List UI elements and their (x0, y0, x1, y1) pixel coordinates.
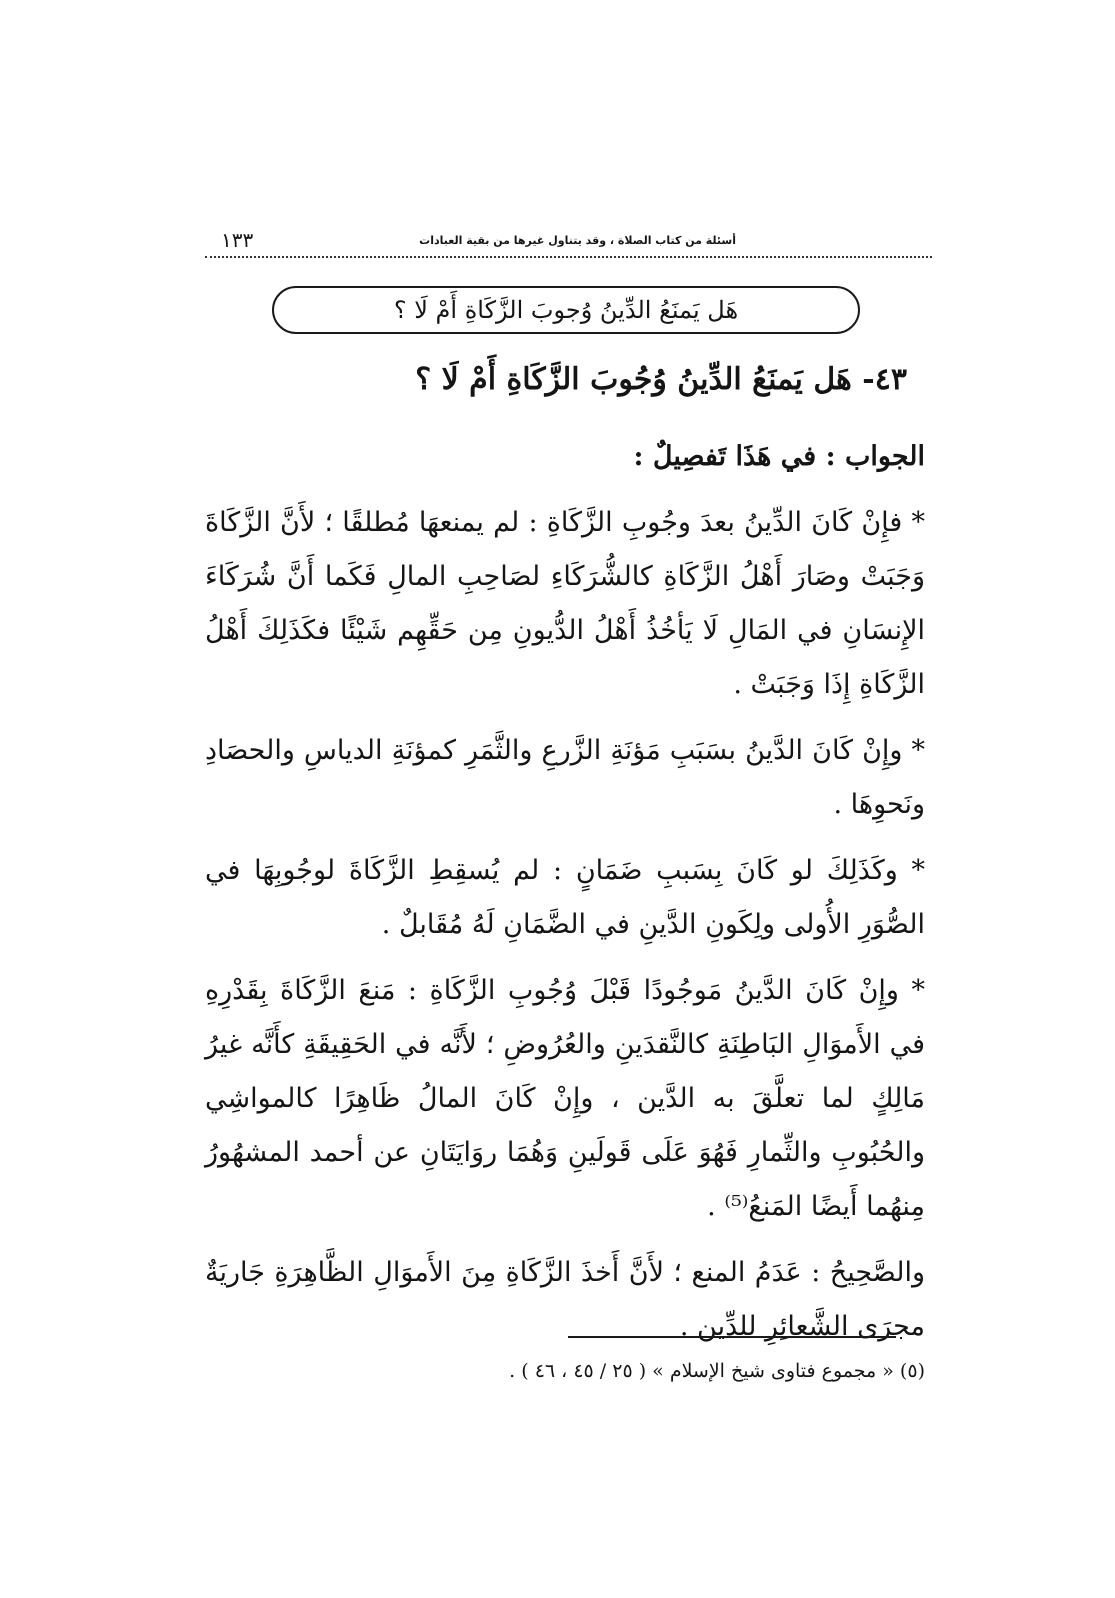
header-divider (205, 256, 932, 258)
section-title: هَل يَمنَعُ الدِّينُ وُجوبَ الزَّكَاةِ أَمْ لَا ؟ (393, 296, 739, 324)
paragraph-4: * وإِنْ كَانَ الدَّينُ مَوجُودًا قَبْلَ وُجُوبِ الزَّكَاةِ : مَنعَ الزَّكَاةَ بِقَدْرِهِ في الأَموَالِ البَاطِنَةِ كالنَّقدَينِ والعُرُوضِ ؛ لأَنَّه في الحَقِيقَةِ كأَنَّه غيرُ مَالِكٍ لما تعلَّقَ به الدَّين ، وإِنْ كَانَ المالُ ظَاهِرًا كالمواشِي والحُبُوبِ والثِّمارِ فَهُوَ عَلَى قَولَينِ وَهُمَا روَايَتَانِ عن أحمد المشهُورُ مِنهُما أَيضًا المَنعُ⁽⁵⁾ . (205, 975, 925, 1222)
paragraph-2: * وإِنْ كَانَ الدَّينُ بسَبَبِ مَؤنَةِ الزَّرعِ والثَّمَرِ كمؤنَةِ الدياسِ والحصَادِ ونَحوِهَا . (205, 735, 925, 820)
running-title: أسئلة من كتاب الصلاة ، وقد يتناول غيرها من بقية العبادات (419, 234, 736, 247)
footnote: (٥) « مجموع فتاوى شيخ الإسلام » ( ٢٥ / ٤٥ ، ٤٦ ) . (509, 1360, 925, 1382)
section-title-box (272, 286, 860, 334)
paragraph-5: والصَّحِيحُ : عَدَمُ المنع ؛ لأَنَّ أَخذَ الزَّكَاةِ مِنَ الأَموَالِ الظَّاهِرَةِ جَاريَةٌ مجرَى الشَّعائِرِ للدِّين . (205, 1257, 925, 1342)
paragraph-1: * فإِنْ كَانَ الدِّينُ بعدَ وجُوبِ الزَّكَاةِ : لم يمنعهَا مُطلقًا ؛ لأَنَّ الزَّكَاةَ وَجَبَتْ وصَارَ أَهْلُ الزَّكَاةِ كالشُّرَكَاءِ لصَاحِبِ المالِ فَكَما أَنَّ شُرَكَاءَ الإِنسَانِ في المَالِ لَا يَأخُذُ أَهْلُ الدُّيونِ مِن حَقِّهِم شَيْئًا فكَذَلِكَ أَهْلُ الزَّكَاةِ إِذَا وَجَبَتْ . (205, 507, 925, 700)
footnote-divider (568, 1336, 896, 1338)
answer-body (205, 430, 925, 1366)
running-header (205, 228, 932, 256)
page-number: ١٣٣ (221, 228, 254, 252)
paragraph-3: * وكَذَلِكَ لو كَانَ بِسَببِ ضَمَانٍ : لم يُسقِطِ الزَّكَاةَ لوجُوبِهَا في الصُّوَرِ الأُولى ولِكَونِ الدَّينِ في الضَّمَانِ لَهُ مُقَابلٌ . (205, 855, 925, 940)
question-heading: ٤٣- هَل يَمنَعُ الدِّينُ وُجُوبَ الزَّكَاةِ أَمْ لَا ؟ (415, 362, 907, 397)
answer-intro: الجواب : في هَذَا تَفصِيلٌ : (633, 441, 925, 472)
